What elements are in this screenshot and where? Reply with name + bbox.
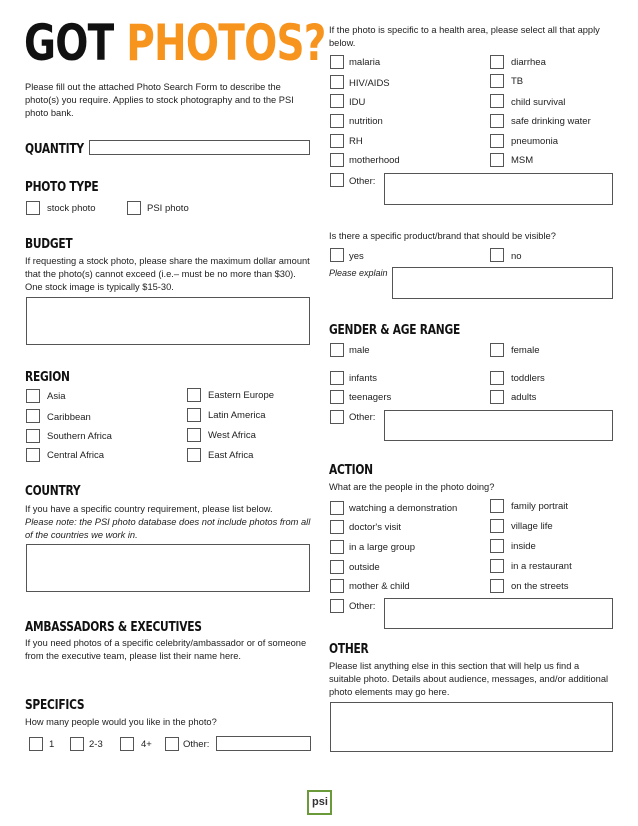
- product-yes-checkbox[interactable]: [330, 248, 344, 262]
- health-diarrhea-checkbox[interactable]: [490, 55, 504, 69]
- quantity-input[interactable]: [89, 140, 310, 155]
- intro-text: Please fill out the attached Photo Search Form to describe the photo(s) you require. Applies to stock photography and to the PSI photo bank.: [25, 82, 294, 118]
- people-other-checkbox[interactable]: [165, 737, 179, 751]
- action-doctors-visit-checkbox[interactable]: [330, 520, 344, 534]
- budget-input[interactable]: [26, 297, 310, 345]
- health-rh-label: RH: [349, 136, 363, 147]
- action-outside-checkbox[interactable]: [330, 560, 344, 574]
- health-motherhood-label: motherhood: [349, 155, 400, 166]
- country-input[interactable]: [26, 544, 310, 592]
- psi-logo: [307, 790, 332, 815]
- health-other-checkbox[interactable]: [330, 173, 344, 187]
- region-latin-america-label: Latin America: [208, 410, 266, 421]
- gender-male-checkbox[interactable]: [330, 343, 344, 357]
- product-text: Is there a specific product/brand that should be visible?: [329, 231, 556, 241]
- action-restaurant-checkbox[interactable]: [490, 559, 504, 573]
- region-east-africa-checkbox[interactable]: [187, 448, 201, 462]
- action-mother-child-checkbox[interactable]: [330, 579, 344, 593]
- gender-age-heading: GENDER & AGE RANGE: [329, 323, 460, 338]
- action-large-group-label: in a large group: [349, 542, 416, 553]
- other-heading: OTHER: [329, 642, 369, 657]
- psi-photo-label: PSI photo: [147, 203, 189, 214]
- other-input[interactable]: [330, 702, 613, 752]
- health-nutrition-label: nutrition: [349, 116, 383, 127]
- people-1-label: 1: [49, 739, 55, 750]
- page-title: [24, 14, 326, 72]
- health-child-survival-label: child survival: [511, 97, 566, 108]
- health-hiv-label: HIV/AIDS: [349, 78, 390, 89]
- health-malaria-checkbox[interactable]: [330, 55, 344, 69]
- country-text: If you have a specific country requirement, please list below.: [25, 504, 273, 514]
- health-safe-water-checkbox[interactable]: [490, 114, 504, 128]
- action-demonstration-label: watching a demonstration: [349, 503, 458, 514]
- budget-heading: BUDGET: [25, 237, 73, 252]
- action-inside-checkbox[interactable]: [490, 539, 504, 553]
- quantity-heading: QUANTITY: [25, 142, 84, 157]
- action-other-input[interactable]: [384, 598, 613, 629]
- health-child-survival-checkbox[interactable]: [490, 94, 504, 108]
- region-eastern-europe-label: Eastern Europe: [208, 390, 275, 401]
- action-other-checkbox[interactable]: [330, 599, 344, 613]
- health-malaria-label: malaria: [349, 57, 381, 68]
- people-other-input[interactable]: [216, 736, 311, 751]
- gender-female-checkbox[interactable]: [490, 343, 504, 357]
- action-family-portrait-checkbox[interactable]: [490, 499, 504, 513]
- action-large-group-checkbox[interactable]: [330, 540, 344, 554]
- age-infants-checkbox[interactable]: [330, 371, 344, 385]
- health-pneumonia-checkbox[interactable]: [490, 134, 504, 148]
- people-2-3-label: 2-3: [89, 739, 103, 750]
- country-note: Please note: the PSI photo database does not include photos from all of the countries we work in.: [25, 517, 311, 540]
- specifics-text: How many people would you like in the photo?: [25, 717, 217, 727]
- action-streets-label: on the streets: [511, 581, 569, 592]
- product-explain-input[interactable]: [392, 267, 613, 299]
- product-explain-label: Please explain: [329, 268, 388, 278]
- health-idu-checkbox[interactable]: [330, 94, 344, 108]
- health-msm-label: MSM: [511, 155, 534, 166]
- action-outside-label: outside: [349, 562, 380, 573]
- psi-photo-checkbox[interactable]: [127, 201, 141, 215]
- region-asia-checkbox[interactable]: [26, 389, 40, 403]
- people-4-plus-label: 4+: [141, 739, 152, 750]
- health-motherhood-checkbox[interactable]: [330, 153, 344, 167]
- action-demonstration-checkbox[interactable]: [330, 501, 344, 515]
- photo-type-heading: PHOTO TYPE: [25, 180, 99, 195]
- region-asia-label: Asia: [47, 391, 66, 402]
- age-adults-checkbox[interactable]: [490, 390, 504, 404]
- country-heading: COUNTRY: [25, 484, 81, 499]
- action-village-life-label: village life: [511, 521, 553, 532]
- health-diarrhea-label: diarrhea: [511, 57, 546, 68]
- region-east-africa-label: East Africa: [208, 450, 254, 461]
- ambassadors-heading: AMBASSADORS & EXECUTIVES: [25, 620, 202, 635]
- health-rh-checkbox[interactable]: [330, 134, 344, 148]
- budget-text: If requesting a stock photo, please share the maximum dollar amount that the photo(s) cannot exceed (i.e.– must be no more than $30). One stock image is typically $15-30.: [25, 256, 310, 292]
- title-part1: GOT: [24, 14, 114, 72]
- health-other-input[interactable]: [384, 173, 613, 205]
- action-family-portrait-label: family portrait: [511, 501, 569, 512]
- gender-female-label: female: [511, 345, 540, 356]
- health-nutrition-checkbox[interactable]: [330, 114, 344, 128]
- action-inside-label: inside: [511, 541, 536, 552]
- health-tb-checkbox[interactable]: [490, 74, 504, 88]
- action-other-label: Other:: [349, 601, 376, 612]
- health-other-label: Other:: [349, 176, 376, 187]
- psi-logo-text: psi: [312, 796, 328, 808]
- health-pneumonia-label: pneumonia: [511, 136, 559, 147]
- region-west-africa-label: West Africa: [208, 430, 256, 441]
- health-tb-label: TB: [511, 76, 524, 87]
- product-no-checkbox[interactable]: [490, 248, 504, 262]
- region-southern-africa-label: Southern Africa: [47, 431, 112, 442]
- health-idu-label: IDU: [349, 97, 366, 108]
- title-part2: PHOTOS?: [126, 14, 326, 72]
- age-other-input[interactable]: [384, 410, 613, 441]
- region-latin-america-checkbox[interactable]: [187, 408, 201, 422]
- action-village-life-checkbox[interactable]: [490, 519, 504, 533]
- region-caribbean-checkbox[interactable]: [26, 409, 40, 423]
- gender-male-label: male: [349, 345, 370, 356]
- action-restaurant-label: in a restaurant: [511, 561, 572, 572]
- stock-photo-checkbox[interactable]: [26, 201, 40, 215]
- health-hiv-checkbox[interactable]: [330, 75, 344, 89]
- region-eastern-europe-checkbox[interactable]: [187, 388, 201, 402]
- health-text: If the photo is specific to a health area, please select all that apply below.: [329, 25, 600, 48]
- action-doctors-visit-label: doctor's visit: [349, 522, 401, 533]
- region-heading: REGION: [25, 370, 70, 385]
- ambassadors-text: If you need photos of a specific celebrity/ambassador or of someone from the executive team, please list their name here.: [25, 638, 307, 661]
- age-teenagers-label: teenagers: [349, 392, 392, 403]
- region-central-africa-checkbox[interactable]: [26, 448, 40, 462]
- stock-photo-label: stock photo: [47, 203, 96, 214]
- action-streets-checkbox[interactable]: [490, 579, 504, 593]
- people-2-3-checkbox[interactable]: [70, 737, 84, 751]
- product-yes-label: yes: [349, 251, 364, 262]
- action-heading: ACTION: [329, 463, 373, 478]
- region-southern-africa-checkbox[interactable]: [26, 429, 40, 443]
- age-toddlers-checkbox[interactable]: [490, 371, 504, 385]
- action-text: What are the people in the photo doing?: [329, 482, 495, 492]
- people-other-label: Other:: [183, 739, 210, 750]
- age-teenagers-checkbox[interactable]: [330, 390, 344, 404]
- people-1-checkbox[interactable]: [29, 737, 43, 751]
- age-infants-label: infants: [349, 373, 377, 384]
- product-no-label: no: [511, 251, 522, 262]
- region-west-africa-checkbox[interactable]: [187, 428, 201, 442]
- age-adults-label: adults: [511, 392, 537, 403]
- people-4-plus-checkbox[interactable]: [120, 737, 134, 751]
- age-other-label: Other:: [349, 412, 376, 423]
- region-caribbean-label: Caribbean: [47, 412, 91, 423]
- health-safe-water-label: safe drinking water: [511, 116, 591, 127]
- region-central-africa-label: Central Africa: [47, 450, 105, 461]
- specifics-heading: SPECIFICS: [25, 698, 85, 713]
- other-text: Please list anything else in this section that will help us find a suitable photo. Details about audience, messages, and/or additional photo elements may go here.: [329, 661, 609, 697]
- action-mother-child-label: mother & child: [349, 581, 410, 592]
- age-toddlers-label: toddlers: [511, 373, 545, 384]
- health-msm-checkbox[interactable]: [490, 153, 504, 167]
- age-other-checkbox[interactable]: [330, 410, 344, 424]
